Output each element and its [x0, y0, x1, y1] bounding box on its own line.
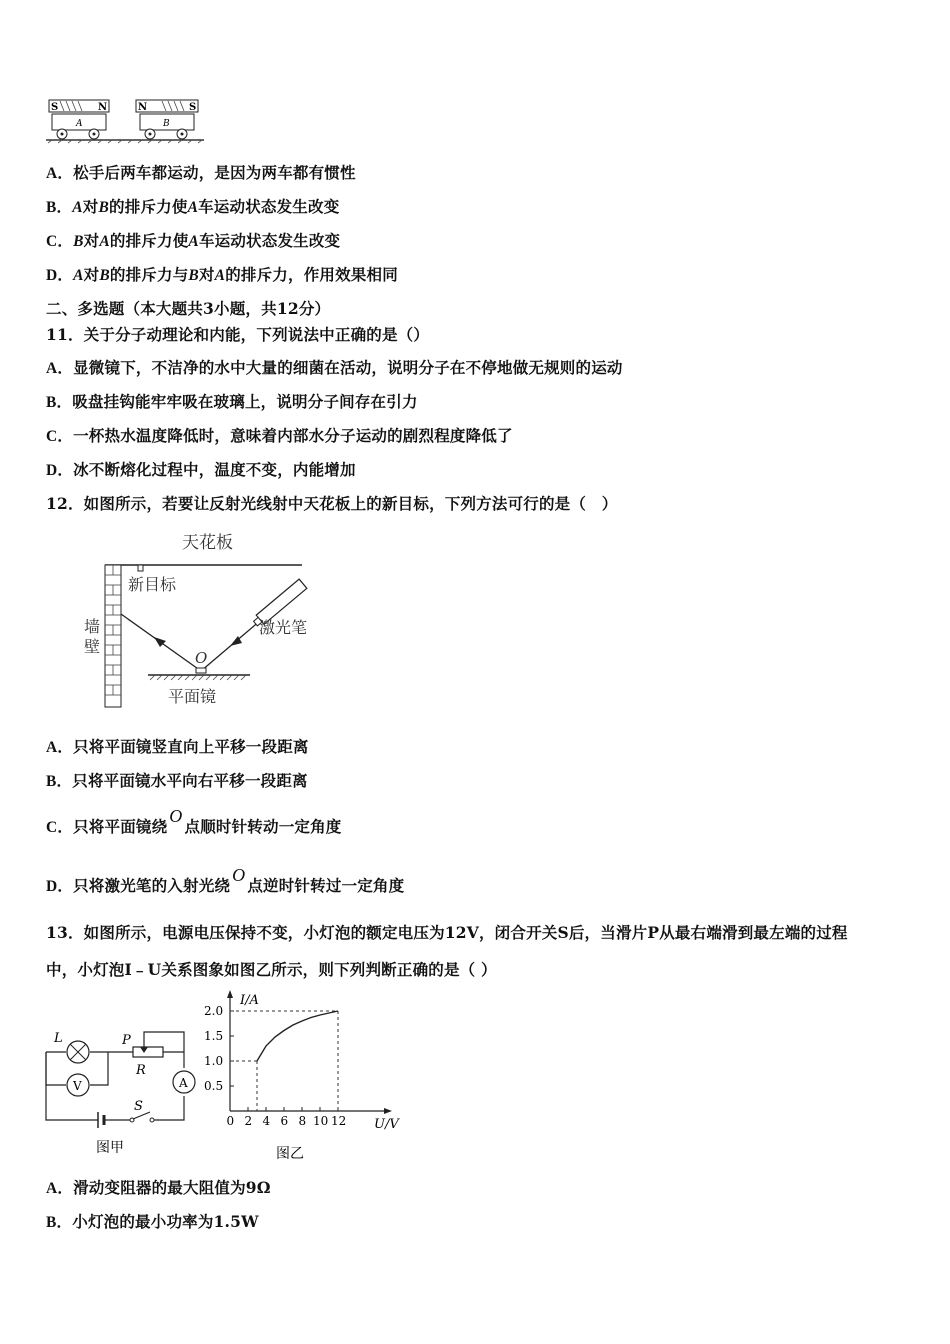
- q10-option-b: B．A对B的排斥力使A车运动状态发生改变: [46, 197, 340, 216]
- q10-option-c: C．B对A的排斥力使A车运动状态发生改变: [46, 231, 341, 250]
- wall-label-2: 壁: [84, 637, 101, 656]
- magnet-a-s-label: S: [51, 102, 59, 113]
- ammeter-label: A: [179, 1076, 188, 1090]
- q13-stem-line1: 13．如图所示，电源电压保持不变，小灯泡的额定电压为12V，闭合开关S后，当滑片P从最右端滑到最左端的过程: [46, 923, 848, 942]
- q11-option-c: C．一杯热水温度降低时，意味着内部水分子运动的剧烈程度降低了: [46, 426, 513, 445]
- q10-option-a: A．松手后两车都运动，是因为两车都有惯性: [46, 163, 356, 182]
- wall-label-1: 墙: [84, 617, 101, 636]
- cart-b: [136, 100, 198, 139]
- cart-b-label: B: [163, 119, 170, 129]
- section-heading: 二、多选题（本大题共3小题，共12分）: [46, 299, 331, 318]
- circuit-caption: 图甲: [96, 1140, 124, 1156]
- y-axis-label: I/A: [240, 993, 259, 1008]
- lamp-label: L: [54, 1031, 63, 1046]
- x-axis-arrow: [384, 1108, 392, 1114]
- mirror-label: 平面镜: [168, 687, 217, 706]
- q11-option-b: B．吸盘挂钩能牢牢吸在玻璃上，说明分子间存在引力: [46, 392, 418, 411]
- magnet-b-n-label: N: [138, 102, 148, 113]
- q11-option-a: A．显微镜下，不洁净的水中大量的细菌在活动，说明分子在不停地做无规则的运动: [46, 358, 623, 377]
- voltmeter-label: V: [73, 1079, 82, 1093]
- q13-option-a: A．滑动变阻器的最大阻值为9Ω: [46, 1178, 271, 1197]
- graph-caption: 图乙: [276, 1146, 304, 1162]
- q12-option-a: A．只将平面镜竖直向上平移一段距离: [46, 737, 309, 756]
- cart-a: [49, 100, 109, 139]
- lamp-symbol: [67, 1041, 89, 1063]
- x-tick-label: 12: [331, 1114, 347, 1128]
- x-tick-label: 0: [226, 1114, 235, 1128]
- magnet-b-s-label: S: [189, 102, 197, 113]
- q11-stem: 11．关于分子动理论和内能，下列说法中正确的是（）: [46, 325, 430, 344]
- q12-option-b: B．只将平面镜水平向右平移一段距离: [46, 771, 308, 790]
- x-tick-label: 6: [280, 1114, 289, 1128]
- q13-stem-line2: 中，小灯泡I﹣U关系图象如图乙所示，则下列判断正确的是（ ）: [46, 960, 497, 979]
- q10-option-d: D．A对B的排斥力与B对A的排斥力，作用效果相同: [46, 265, 398, 284]
- circuit-figure: [38, 1024, 203, 1160]
- slider-label: P: [122, 1033, 131, 1048]
- mirror-stand: [196, 668, 206, 673]
- iu-graph: [200, 988, 410, 1164]
- q13-option-b: B．小灯泡的最小功率为1.5W: [46, 1212, 259, 1231]
- y-tick-label: 0.5: [204, 1079, 224, 1093]
- q12-stem: 12．如图所示，若要让反射光线射中天花板上的新目标，下列方法可行的是（ ）: [46, 494, 618, 513]
- y-tick-label: 1.5: [204, 1029, 224, 1043]
- point-o-label: O: [195, 649, 208, 667]
- cart-a-label: A: [76, 119, 83, 129]
- rheostat-symbol: [133, 1047, 163, 1057]
- y-tick-label: 2.0: [204, 1004, 224, 1018]
- laser-label: 激光笔: [259, 618, 308, 637]
- target-label: 新目标: [128, 575, 177, 594]
- magnet-a-n-label: N: [98, 102, 108, 113]
- y-axis-arrow: [227, 990, 233, 998]
- x-tick-label: 8: [298, 1114, 307, 1128]
- x-tick-label: 4: [262, 1114, 271, 1128]
- x-axis-label: U/V: [374, 1117, 399, 1132]
- x-tick-label: 2: [244, 1114, 253, 1128]
- wall: [105, 565, 121, 707]
- battery-symbol: [98, 1112, 110, 1128]
- ceiling-label: 天花板: [182, 533, 233, 553]
- mirror-figure: [78, 526, 318, 710]
- q12-option-c: C．只将平面镜绕O点顺时针转动一定角度: [46, 806, 342, 836]
- switch-label: S: [134, 1099, 143, 1114]
- target-marker: [138, 565, 143, 571]
- resistor-label: R: [136, 1063, 146, 1078]
- q11-option-d: D．冰不断熔化过程中，温度不变，内能增加: [46, 460, 356, 479]
- q12-option-d: D．只将激光笔的入射光绕O点逆时针转过一定角度: [46, 865, 405, 895]
- x-tick-label: 10: [313, 1114, 329, 1128]
- iu-curve: [257, 1011, 338, 1061]
- y-tick-label: 1.0: [204, 1054, 224, 1068]
- carts-figure: [44, 96, 214, 146]
